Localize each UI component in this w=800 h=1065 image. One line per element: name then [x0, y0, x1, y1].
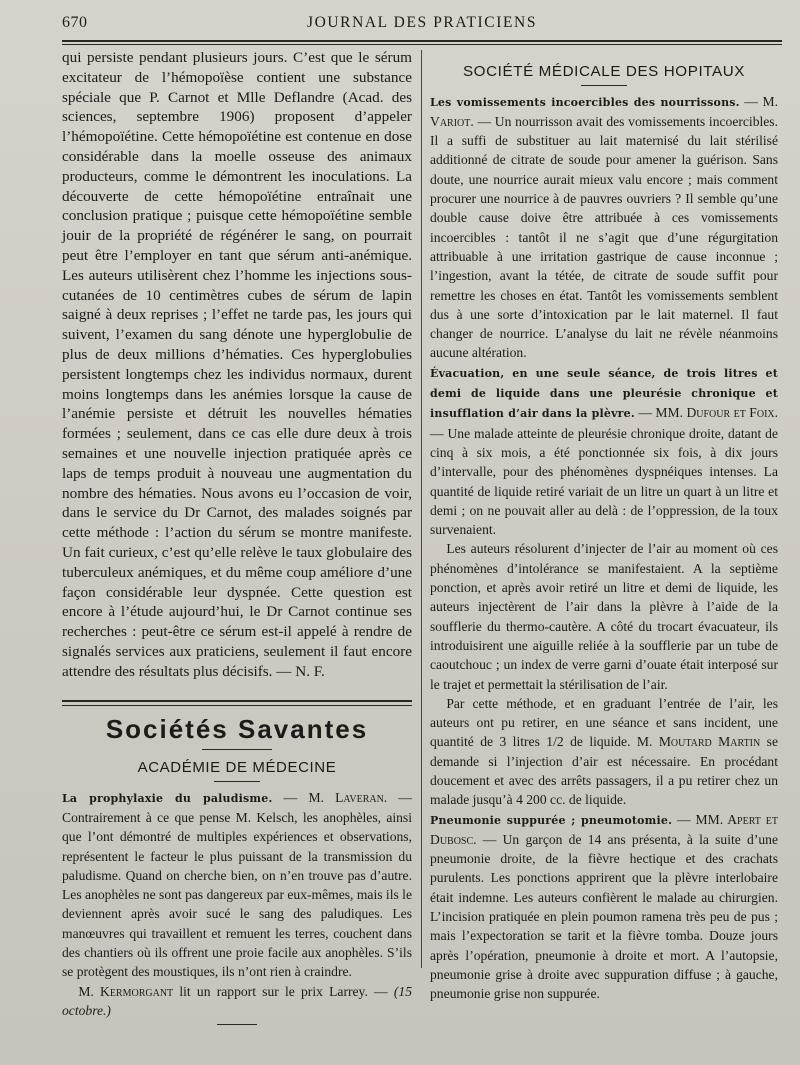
hemopoietine-article: qui persiste pendant plusieurs jours. C’est que le sérum excitateur de l’hémopoïèse contient une substance spéciale que P. Carnot et Mlle Deflandre (Acad. des sciences, septembre 1906) proposent d’appeler l’hémopoïétine. Cette hémopoïétine est contenue en dose considérable dans la moelle osseuse des animaux producteurs, comme le démontrent les inoculations. La découverte de cette hémopoïétine entraînait une conclusion pratique ; puisque cette hémopoïétine semble jouir de la propriété de régénérer le sang, on pourrait peut être l’employer en tant que sérum anti-anémique. Les auteurs utilisèrent chez l’homme les injections sous-cutanées de 10 centimètres cubes de sérum de lapin saigné à deux reprises ; l’effet ne tarde pas, les jours qui suivent, l’examen du sang dénote une hyperglobulie de plus de deux millions d’hématies. Ces hyperglobulies persistent longtemps chez les individus normaux, durent moins longtemps dans les anémies lorsque la cause de l’anémie persiste et détruit les nouvelles hématies formées ; seulement, dans ce cas elle dure deux à trois semaines et une nouvelle injection pratiquée après ce laps de temps produit à nouveau une augmentation du nombre des hématies. Nous avons eu l’occasion de voir, dans le service du Dr Carnot, des malades soignés par cette méthode : l’action du sérum se montre manifeste. Un fait curieux, c’est qu’elle relève le taux globulaire des tuberculeux anémiques, et du même coup améliore d’une façon considérable leur dyspnée. Cette question est encore à l’étude aujourd’hui, le Dr Carnot continue ses recherches : peut-être ce sérum est-il appelé à rendre de signalés services aux praticiens, seulement il faut encore attendre des résultats plus décisifs. — N. F. [62, 49, 412, 680]
evacuation-title: Évacuation, en une seule séance, de trois litres et demi de liquide dans une pleurésie chronique et insufflation d’air dans la plèvre. [430, 366, 778, 421]
evacuation-para3-a: Par cette méthode, et en graduant l’entrée de l’air, les auteurs ont pu retirer, en une séance et sans incident, une quantité de 3 litres 1/2 de liquide. [430, 695, 778, 750]
paludisme-author: M. Laveran. [308, 789, 388, 805]
paludisme-article: La prophylaxie du paludisme. — M. Laveran. — Contrairement à ce que pense M. Kelsch, les anophèles, ainsi que l’ont démontré de multiples expériences et observations, représentent le facteur le plus puissant de la transmission du paludisme. Quand on cherche bien, on n’en trouve pas d’autre. Les anophèles ne sont pas dangereux par eux-mêmes, mais ils le deviennent après avoir sucé le sang des paludiques. Les manœuvres qui travaillent et remuent les terres, couchent dans des chantiers où ils offrent une proie facile aux anophèles. S’ils se protègent des moustiques, ils n’ont rien à craindre. [62, 789, 412, 980]
header-rule [62, 40, 782, 42]
evacuation-authors: MM. Dufour et Foix. [655, 405, 779, 421]
page-number: 670 [62, 14, 88, 31]
article-end-rule [217, 1024, 257, 1025]
vomissements-title: Les vomissements incoercibles des nourrissons. [430, 95, 740, 109]
evacuation-para3 [430, 694, 778, 810]
vomissements-article: Les vomissements incoercibles des nourrissons. — M. Variot. — Un nourrisson avait des vomissements incoercibles. Il a suffi de substituer au lait maternisé du lait stérilisé additionné de citrate de soude pour amener la guérison. Sans doute, une nourrice aurait mieux valu encore ; mais comment procurer une nourrice à de pauvres ouvriers ? Il semble qu’une double cause doive être attribuée à ces vomissements incoercibles : tantôt il ne s’agit que d’une régurgitation attribuable à une irritation gastrique de cause inconnue ; l’ingestion, avant la tétée, de citrate de soude suffit pour remettre les choses en état. Tantôt les vomissements semblent dus à une sorte d’intoxication par le lait maternel. Il faut changer de nourrice. L’analyse du lait ne révèle néanmoins aucune altération. [430, 93, 778, 361]
societe-medicale-rule [581, 85, 627, 86]
vomissements-author: M. Variot. [430, 93, 778, 129]
societes-savantes-title: Sociétés Savantes [105, 713, 369, 744]
evacuation-article: Évacuation, en une seule séance, de trois litres et demi de liquide dans une pleurésie chronique et insufflation d’air dans la plèvre. — MM. Dufour et Foix. — Une malade atteinte de pleurésie chronique droite, datant de cinq à six mois, a été ponctionnée six fois, à dix jours d’intervalle, pour des phénomènes dyspnéiques intenses. La quantité de liquide retiré variait de un litre un quart à un litre et demi ; on ne pouvait aller au delà : de l’oppression, de la toux survenaient. [430, 366, 779, 538]
journal-title: JOURNAL DES PRATICIENS [306, 14, 538, 31]
kermorgant-date: (15 octobre.) [62, 983, 412, 1018]
academie-heading: ACADÉMIE DE MÉDECINE [137, 759, 337, 777]
pneumonie-article: Pneumonie suppurée ; pneumotomie. — MM. Apert et Dubosc. — Un garçon de 14 ans présenta, à la suite d’une pneumonie droite, de la fièvre hectique et des crachats purulents. Les ponctions apprirent que la plèvre interlobaire était indemne. Les auteurs confièrent le malade au chirurgien. L’incision pratiquée en plein poumon ramena très peu de pus ; mais l’expectoration se tarit et la fièvre tomba. Douze jours après l’opération, pneumonie à droite et mort. A l’autopsie, pneumonie grise à droite avec suppuration diffuse ; à gauche, pneumonie grise non suppurée. [430, 811, 778, 1002]
page-header [62, 14, 782, 40]
kermorgant-note [62, 982, 412, 1021]
moutard-martin-author: M. Moutard Martin [636, 734, 761, 750]
evacuation-text: — Une malade atteinte de pleurésie chronique droite, datant de cinq à six mois, a été ponctionnée six fois, à dix jours d’intervalle, pour des phénomènes dyspnéiques intenses. La quantité de liquide retiré variait de un litre un quart à un litre et demi ; on ne pouvait aller au delà : de l’oppression, de la toux survenaient. [430, 425, 778, 538]
kermorgant-author: M. Kermorgant [78, 983, 174, 999]
column-divider [421, 50, 422, 968]
academie-rule [214, 781, 260, 782]
societe-medicale-heading: SOCIÉTÉ MÉDICALE DES HOPITAUX [462, 63, 746, 80]
kermorgant-text: lit un rapport sur le prix Larrey. — [179, 983, 388, 999]
right-column [430, 62, 778, 1004]
evacuation-para2: Les auteurs résolurent d’injecter de l’air au moment où ces phénomènes d’intolérance se manifestaient. A la septième ponction, et après avoir retiré un litre et demi de liquide, les auteurs injectèrent de l’air dans la plèvre à l’aide de la soufflerie du thermo-cautère. A côté du trocart évacuateur, ils introduisirent une aiguille reliée à la soufflerie par un tube de caoutchouc ; un index de verre garni d’ouate était interposé sur le trajet et permettait la stérilisation de l’air. [430, 541, 778, 692]
pneumonie-authors: MM. Apert et Dubosc. [430, 811, 778, 847]
title-underline [202, 749, 272, 750]
pneumonie-title: Pneumonie suppurée ; pneumotomie. [430, 813, 673, 827]
header-rule-thin [62, 44, 782, 45]
evacuation-para3-b: se demande si l’injection d’air est nécessaire. En procédant doucement et avec des arrêts passagers, il a pu retirer chez un malade jusqu’à 4 200 cc. de liquide. [430, 734, 778, 808]
vomissements-text: — Un nourrisson avait des vomissements incoercibles. Il a suffi de substituer au lait maternisé du lait stérilisé additionné de citrate de soude pour amener la guérison. Sans doute, une nourrice aurait mieux valu encore ; mais comment procurer une nourrice à de pauvres ouvriers ? Il semble qu’une double cause doive être attribuée à ces vomissements incoercibles : tantôt il ne s’agit que d’une régurgitation attribuable à une irritation gastrique de cause inconnue ; l’ingestion, avant la tétée, de citrate de soude suffit pour remettre les choses en état. Tantôt les vomissements semblent dus à une sorte d’intoxication par le lait maternel. Il faut changer de nourrice. L’analyse du lait ne révèle néanmoins aucune altération. [430, 113, 778, 361]
paludisme-text: — Contrairement à ce que pense M. Kelsch, les anophèles, ainsi que l’ont démontré de multiples expériences et observations, représentent le facteur le plus puissant de la transmission du paludisme. Quand on cherche bien, on n’en trouve pas d’autre. Les anophèles ne sont pas dangereux par eux-mêmes, mais ils le deviennent après avoir sucé le sang des paludiques. Les manœuvres qui travaillent et remuent les terres, couchent dans des chantiers où ils offrent une proie facile aux anophèles. S’ils se protègent des moustiques, ils n’ont rien à craindre. [62, 789, 412, 980]
section-double-rule [62, 700, 412, 706]
left-column [62, 48, 412, 1025]
pneumonie-text: — Un garçon de 14 ans présenta, à la suite d’une pneumonie droite, de la fièvre hectique et des crachats purulents. Les ponctions apprirent que la plèvre interlobaire était indemne. Les auteurs confièrent le malade au chirurgien. L’incision pratiquée en plein poumon ramena très peu de pus ; mais l’expectoration se tarit et la fièvre tomba. Douze jours après l’opération, pneumonie à droite et mort. A l’autopsie, pneumonie grise à droite avec suppuration diffuse ; à gauche, pneumonie grise non suppurée. [430, 831, 778, 1002]
paludisme-title: La prophylaxie du paludisme. [62, 791, 273, 805]
